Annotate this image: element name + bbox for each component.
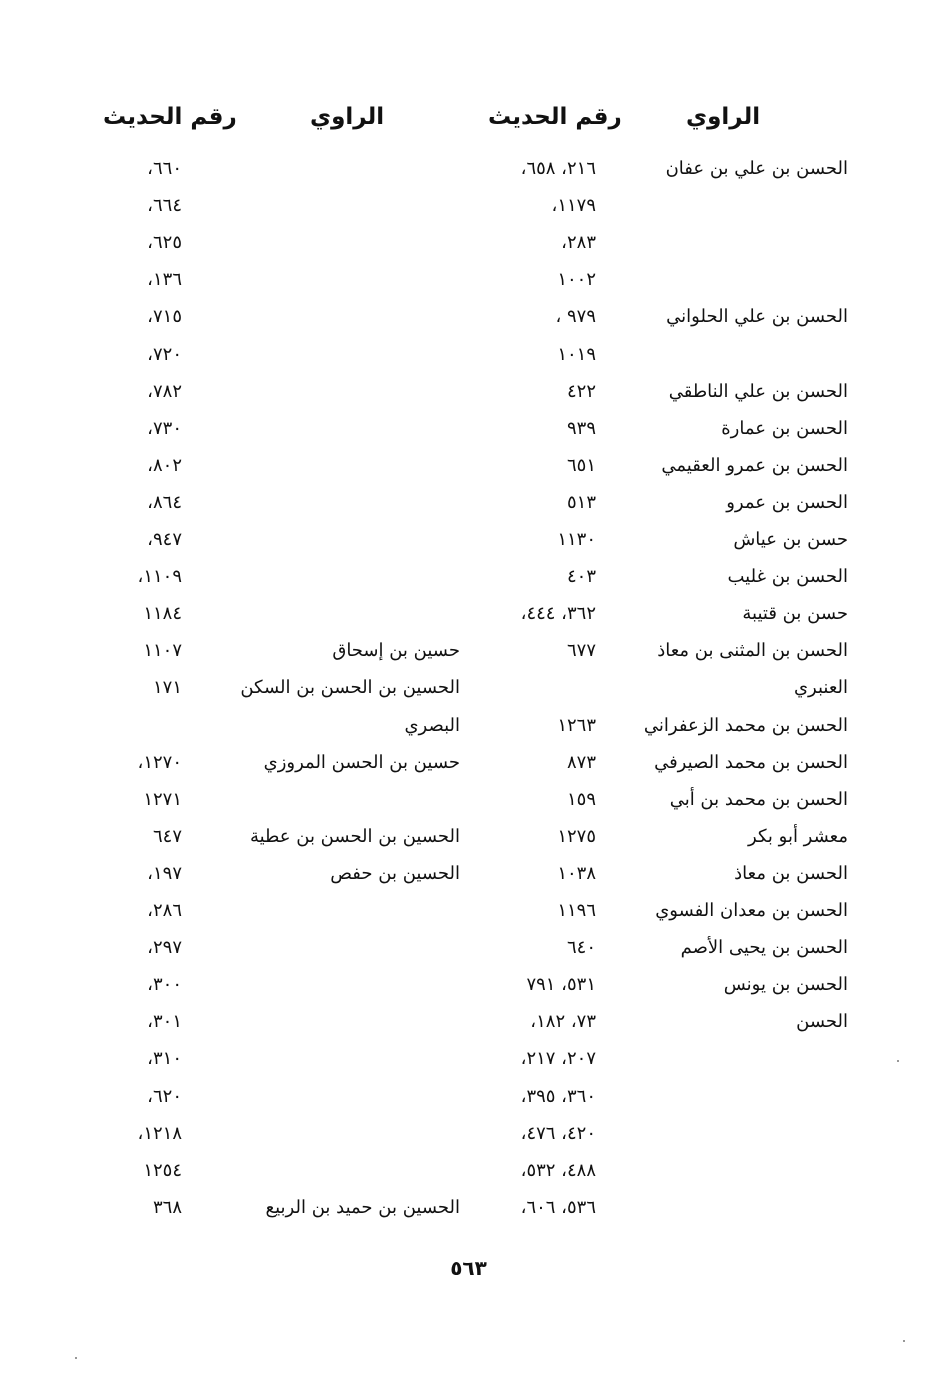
index-row	[0, 599, 937, 629]
narrator-name: البصري	[404, 714, 460, 736]
narrator-name: الحسن بن عمارة	[721, 417, 848, 439]
index-row	[0, 673, 937, 703]
index-row	[0, 451, 937, 481]
hadith-numbers: ٦٧٧	[566, 640, 596, 662]
hadith-numbers: ٨٧٣	[566, 751, 596, 773]
narrator-name: الحسن بن علي الناطقي	[668, 380, 848, 402]
hadith-numbers: ١٠٣٨	[557, 862, 596, 884]
hadith-numbers: ٣٦٢، ٤٤٤،	[520, 603, 596, 625]
narrator-name: الحسين بن حفص	[330, 862, 460, 884]
index-row	[0, 525, 937, 555]
narrator-name: الحسن بن يحيى الأصم	[680, 937, 848, 959]
hadith-numbers: ٩٧٩ ،	[555, 306, 596, 328]
hadith-numbers: ٧٣٠،	[147, 417, 182, 439]
index-row	[0, 265, 937, 295]
header-left-narrator: الراوي	[310, 104, 385, 130]
hadith-numbers: ٦٦٠،	[147, 158, 182, 179]
index-row	[0, 859, 937, 889]
index-row	[0, 711, 937, 741]
narrator-name: الحسن بن محمد الزعفراني	[643, 714, 848, 736]
hadith-numbers: ١٢١٨،	[137, 1122, 182, 1144]
index-row	[0, 636, 937, 666]
header-right-hadith-number: رقم الحديث	[488, 104, 622, 130]
index-row	[0, 970, 937, 1000]
index-row	[0, 822, 937, 852]
narrator-name: الحسين بن الحسن بن السكن	[240, 677, 460, 699]
hadith-numbers: ٨٠٢،	[147, 454, 182, 476]
narrator-name: الحسن	[796, 1011, 848, 1033]
hadith-numbers: ٦٢٥،	[147, 232, 182, 254]
header-right-narrator: الراوي	[686, 104, 761, 130]
narrator-name: الحسين بن حميد بن الربيع	[265, 1196, 460, 1218]
hadith-numbers: ٢٨٦،	[147, 900, 182, 921]
index-row	[0, 302, 937, 332]
index-row	[0, 414, 937, 444]
hadith-numbers: ٣١٠،	[147, 1048, 182, 1070]
index-row	[0, 1082, 937, 1112]
hadith-numbers: ١١٩٦	[557, 900, 596, 921]
hadith-numbers: ٣٦٠، ٣٩٥،	[520, 1085, 596, 1107]
hadith-numbers: ٣٠١،	[147, 1011, 182, 1033]
index-row	[0, 1156, 937, 1186]
hadith-numbers: ٧٣، ١٨٢،	[530, 1011, 596, 1033]
hadith-numbers: ١٩٧،	[147, 862, 182, 884]
hadith-numbers: ٦٢٠،	[147, 1085, 182, 1107]
index-row	[0, 896, 937, 926]
hadith-numbers: ٤٨٨، ٥٣٢،	[520, 1159, 596, 1181]
index-row	[0, 377, 937, 407]
hadith-numbers: ١٥٩	[566, 788, 596, 810]
hadith-numbers: ٤٠٣	[566, 566, 596, 588]
index-row	[0, 1044, 937, 1074]
hadith-numbers: ١٢٦٣	[557, 714, 596, 736]
narrator-name: الحسن بن عمرو	[726, 491, 848, 513]
hadith-numbers: ٥٣٦، ٦٠٦،	[520, 1196, 596, 1218]
hadith-numbers: ١٣٦،	[147, 269, 182, 291]
hadith-numbers: ٧١٥،	[147, 306, 182, 328]
index-row	[0, 191, 937, 221]
index-row	[0, 1119, 937, 1149]
hadith-numbers: ٣٦٨	[152, 1196, 182, 1218]
hadith-numbers: ٦٤٧	[152, 825, 182, 847]
hadith-numbers: ٩٤٧،	[147, 529, 182, 550]
narrator-name: معشر أبو بكر	[748, 825, 848, 847]
hadith-numbers: ٨٦٤،	[147, 491, 182, 513]
hadith-numbers: ٢٨٣،	[561, 232, 596, 254]
hadith-numbers: ١٧١	[152, 677, 182, 699]
hadith-numbers: ١١٠٧	[143, 640, 182, 662]
narrator-name: الحسن بن معاذ	[734, 862, 848, 884]
index-row	[0, 785, 937, 815]
hadith-numbers: ١١٣٠	[557, 529, 596, 550]
index-row	[0, 488, 937, 518]
header-left-hadith-number: رقم الحديث	[103, 104, 237, 130]
hadith-numbers: ٣٠٠،	[147, 974, 182, 996]
hadith-numbers: ٢٩٧،	[147, 937, 182, 959]
narrator-name: الحسن بن المثنى بن معاذ	[657, 640, 848, 662]
hadith-numbers: ١٠٠٢	[557, 269, 596, 291]
hadith-numbers: ١١٧٩،	[551, 195, 596, 217]
hadith-numbers: ٤٢٢	[566, 380, 596, 402]
hadith-numbers: ١٢٧٠،	[137, 751, 182, 773]
hadith-numbers: ٧٢٠،	[147, 343, 182, 365]
narrator-name: الحسين بن الحسن بن عطية	[249, 825, 460, 847]
hadith-numbers: ٩٣٩	[566, 417, 596, 439]
index-row	[0, 228, 937, 258]
hadith-numbers: ٦٤٠	[566, 937, 596, 959]
index-row	[0, 1007, 937, 1037]
index-row	[0, 154, 937, 184]
hadith-numbers: ١٢٥٤	[143, 1159, 182, 1181]
hadith-numbers: ٧٨٢،	[147, 380, 182, 402]
scan-speck	[75, 1357, 77, 1359]
narrator-name: العنبري	[793, 677, 848, 699]
narrator-name: الحسن بن عمرو العقيمي	[661, 454, 848, 476]
narrator-name: الحسن بن علي الحلواني	[666, 306, 848, 328]
narrator-name: حسن بن عياش	[733, 529, 848, 550]
hadith-numbers: ١١٨٤	[143, 603, 182, 625]
narrator-name: الحسن بن يونس	[723, 974, 848, 996]
hadith-numbers: ٢١٦، ٦٥٨،	[520, 158, 596, 179]
narrator-name: حسين بن الحسن المروزي	[263, 751, 460, 773]
narrator-name: حسن بن قتيبة	[742, 603, 848, 625]
narrator-name: الحسن بن محمد بن أبي	[669, 788, 848, 810]
narrator-name: الحسن بن علي بن عفان	[665, 158, 848, 179]
hadith-numbers: ٥١٣	[566, 491, 596, 513]
scan-speck	[897, 1060, 899, 1062]
page-number: ٥٦٣	[450, 1256, 487, 1280]
narrator-name: حسين بن إسحاق	[332, 640, 460, 662]
hadith-numbers: ٢٠٧، ٢١٧،	[520, 1048, 596, 1070]
hadith-numbers: ١١٠٩،	[137, 566, 182, 588]
index-row	[0, 748, 937, 778]
index-row	[0, 1193, 937, 1223]
narrator-name: الحسن بن غليب	[727, 566, 848, 588]
index-row	[0, 340, 937, 370]
index-row	[0, 933, 937, 963]
narrator-name: الحسن بن معدان الفسوي	[655, 900, 848, 921]
index-row	[0, 562, 937, 592]
hadith-numbers: ١٠١٩	[557, 343, 596, 365]
scan-speck	[903, 1340, 905, 1342]
hadith-numbers: ٥٣١، ٧٩١	[526, 974, 596, 996]
hadith-numbers: ٤٢٠، ٤٧٦،	[520, 1122, 596, 1144]
hadith-numbers: ٦٥١	[566, 454, 596, 476]
hadith-numbers: ١٢٧١	[143, 788, 182, 810]
hadith-numbers: ١٢٧٥	[557, 825, 596, 847]
narrator-name: الحسن بن محمد الصيرفي	[654, 751, 848, 773]
hadith-numbers: ٦٦٤،	[147, 195, 182, 217]
